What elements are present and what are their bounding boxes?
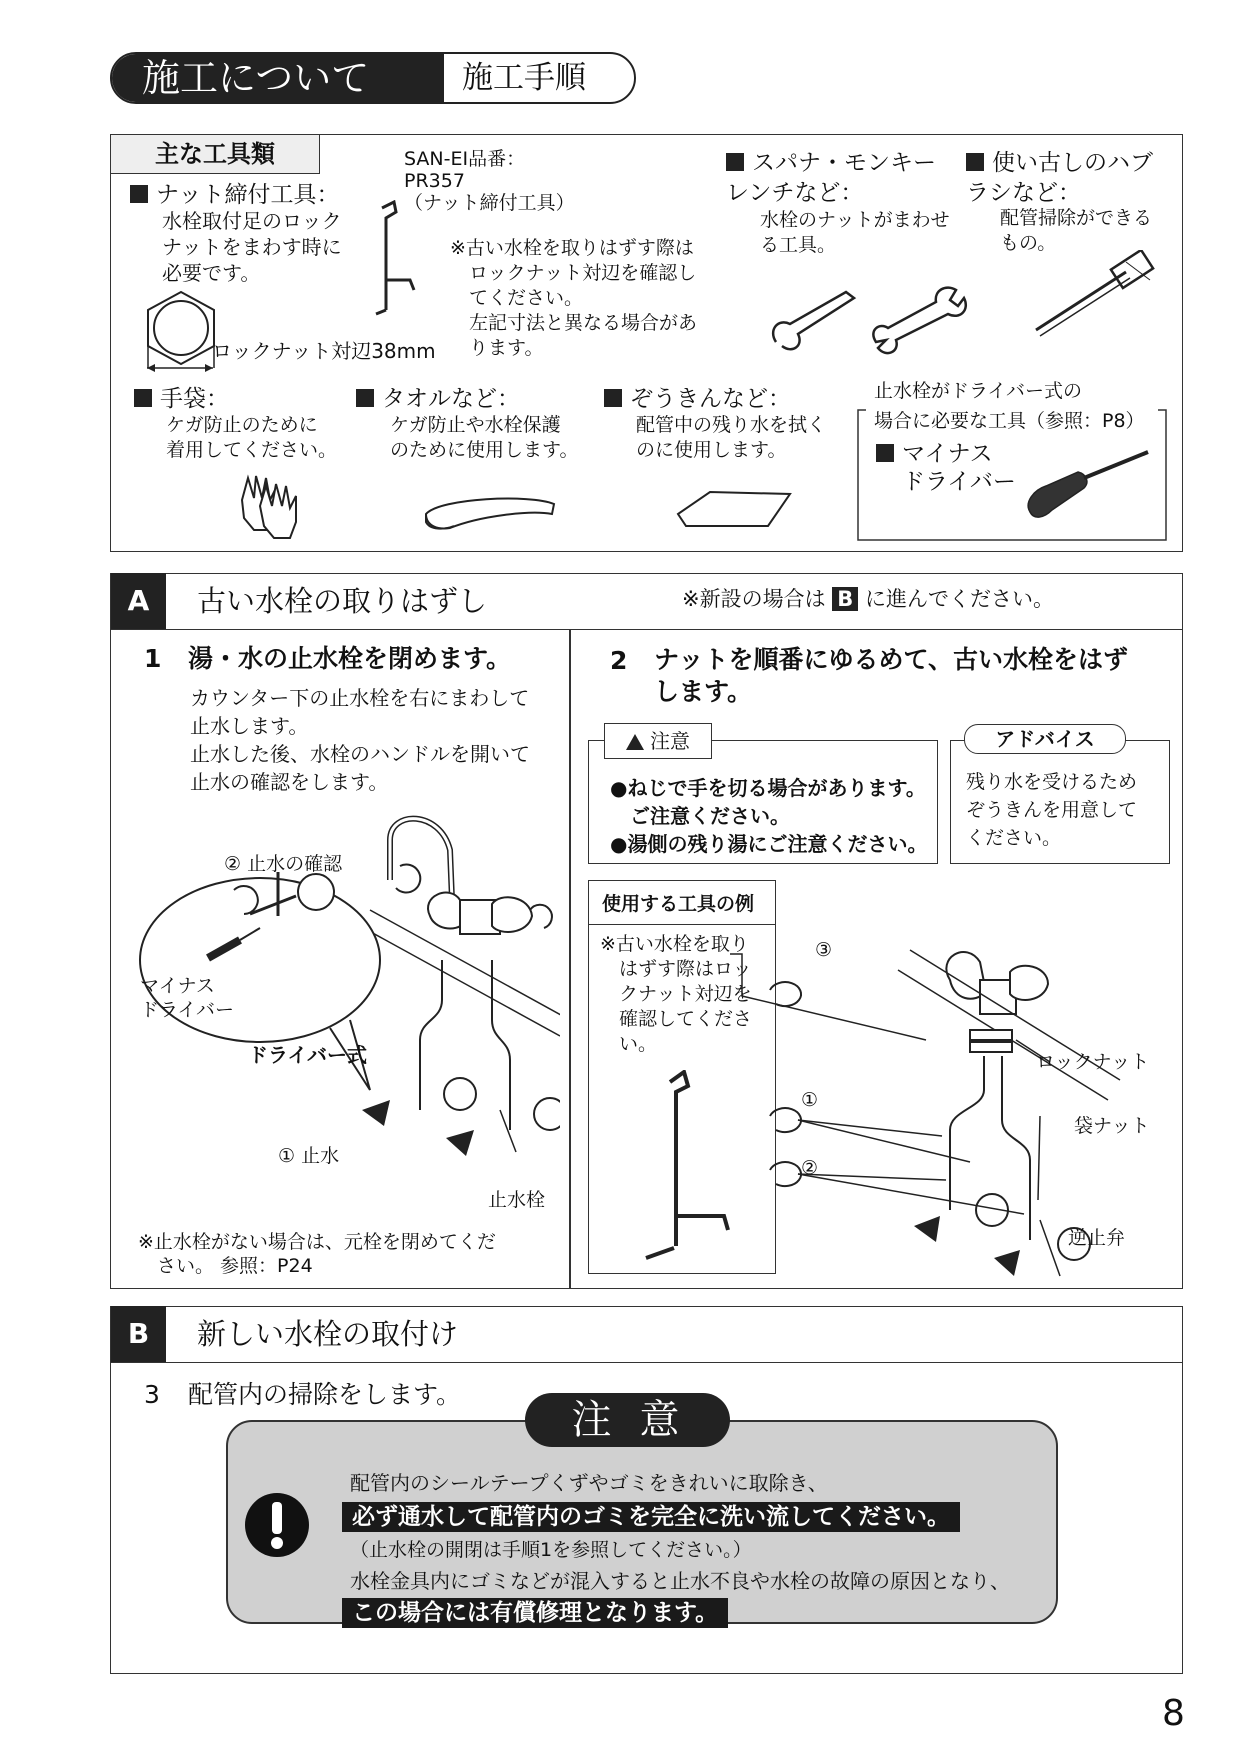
step3-number: 3 (144, 1380, 160, 1409)
tool-example-title: 使用する工具の例 (602, 893, 755, 915)
caution-line-2: ●湯側の残り湯にご注意ください。 (610, 832, 928, 856)
nut-tool-desc: 水栓取付足のロック ナットをまわす時に 必要です。 (162, 209, 342, 285)
label-check-valve: 逆止弁 (1068, 1227, 1126, 1249)
mark-1: ① (801, 1089, 819, 1111)
step2-title: ナットを順番にゆるめて、古い水栓をはず します。 (654, 645, 1129, 706)
tool-example-text: ※古い水栓を取り はずす際はロッ クナット対辺を 確認してくださ い。 (600, 933, 753, 1055)
label-stop: ① 止水 (278, 1145, 340, 1167)
tool-example-icon (634, 1070, 734, 1260)
label-driver: マイナス ドライバー (140, 975, 235, 1021)
label-confirm: ② 止水の確認 (224, 853, 343, 875)
screwdriver-icon (1020, 446, 1160, 530)
advice-text: 残り水を受けるため ぞうきんを用意して ください。 (966, 771, 1138, 849)
section-b-letter: B (111, 1306, 166, 1362)
faucet-diagram-2 (730, 880, 1170, 1280)
spanner-desc: 水栓のナットがまわせ る工具。 (760, 209, 950, 256)
title-sub: 施工手順 (462, 60, 586, 96)
towel-desc: ケガ防止や水栓保護 のために使用します。 (390, 414, 579, 461)
gloves-icon (232, 470, 304, 542)
brush-name: 使い古しのハブ ラシなど： (966, 150, 1153, 206)
caution-small-title: 注意 (604, 723, 712, 759)
brush-icon (1030, 250, 1160, 340)
caution-line-3: （止水栓の開閉は手順1を参照してください。） (350, 1539, 752, 1561)
caution-line-1: 配管内のシールテープくずやゴミをきれいに取除き、 (350, 1471, 828, 1495)
caution-line-1b: ご注意ください。 (610, 804, 790, 828)
step1-number: 1 (144, 644, 162, 673)
step1-footnote: ※止水栓がない場合は、元栓を閉めてくだ さい。 参照：P24 (138, 1231, 496, 1277)
section-b-header (111, 1306, 1183, 1363)
page-title (110, 52, 636, 104)
wrench-icon (766, 280, 976, 360)
caution-title: 注意 (525, 1393, 730, 1447)
caution-line-5: この場合には有償修理となります。 (342, 1598, 728, 1629)
rag-desc: 配管中の残り水を拭く のに使用します。 (636, 414, 827, 461)
driver-box-header: 止水栓がドライバー式の 場合に必要な工具（参照：P8） (874, 380, 1145, 432)
gloves-desc: ケガ防止のために 着用してください。 (166, 414, 338, 461)
dimension-arrow (145, 362, 215, 374)
warning-triangle-icon (626, 734, 644, 750)
step1-desc: カウンター下の止水栓を右にまわして 止水します。 止水した後、水栓のハンドルを開いて 止水の確認をします。 (190, 686, 530, 794)
section-a-divider (569, 629, 571, 1289)
mark-3: ③ (815, 939, 833, 961)
towel-icon (420, 488, 560, 532)
exclamation-icon (244, 1492, 310, 1558)
towel-name: タオルなど： (356, 384, 520, 415)
section-a-title: 古い水栓の取りはずし (197, 584, 488, 618)
label-driver-type: ドライバー式 (248, 1043, 367, 1067)
title-main: 施工について (112, 54, 444, 102)
caution-line-1: ●ねじで手を切る場合があります。 (610, 776, 926, 800)
mark-2: ② (801, 1157, 819, 1179)
driver-name: マイナス ドライバー (876, 440, 1016, 496)
section-b-title: 新しい水栓の取付け (197, 1317, 459, 1351)
caution-line-4: 水栓金具内にゴミなどが混入すると止水不良や水栓の故障の原因となり、 (350, 1569, 1010, 1593)
nut-tool-name: ナット締付工具： (130, 180, 340, 211)
lock-nut-size: ロックナット対辺38mm (212, 339, 436, 363)
label-bag-nut: 袋ナット (1074, 1115, 1150, 1137)
step2-number: 2 (610, 646, 628, 675)
rag-name: ぞうきんなど： (604, 384, 791, 415)
nut-tool-icon (362, 200, 422, 320)
label-valve: 止水栓 (488, 1189, 546, 1211)
section-a-note: ※新設の場合は B に進んでください。 (682, 587, 1054, 611)
advice-title: アドバイス (964, 724, 1126, 754)
rag-icon (672, 484, 798, 534)
brush-desc: 配管掃除ができる もの。 (1000, 207, 1153, 254)
nut-tool-note: ※古い水栓を取りはずす際は ロックナット対辺を確認し てください。 左記寸法と異なる場合があ ります。 (450, 237, 698, 359)
step3-title: 配管内の掃除をします。 (188, 1380, 462, 1409)
section-a-letter: A (111, 573, 166, 629)
tools-heading: 主な工具類 (111, 135, 320, 174)
step1-title: 湯・水の止水栓を閉めます。 (188, 644, 512, 673)
gloves-name: 手袋： (134, 384, 229, 415)
page-number: 8 (1162, 1693, 1185, 1734)
product-code: SAN-EI品番： PR357 （ナット締付工具） (404, 148, 575, 214)
label-lock-nut: ロックナット (1036, 1051, 1150, 1073)
spanner-name: スパナ・モンキー レンチなど： (726, 150, 936, 206)
caution-line-2: 必ず通水して配管内のゴミを完全に洗い流してください。 (342, 1502, 960, 1533)
